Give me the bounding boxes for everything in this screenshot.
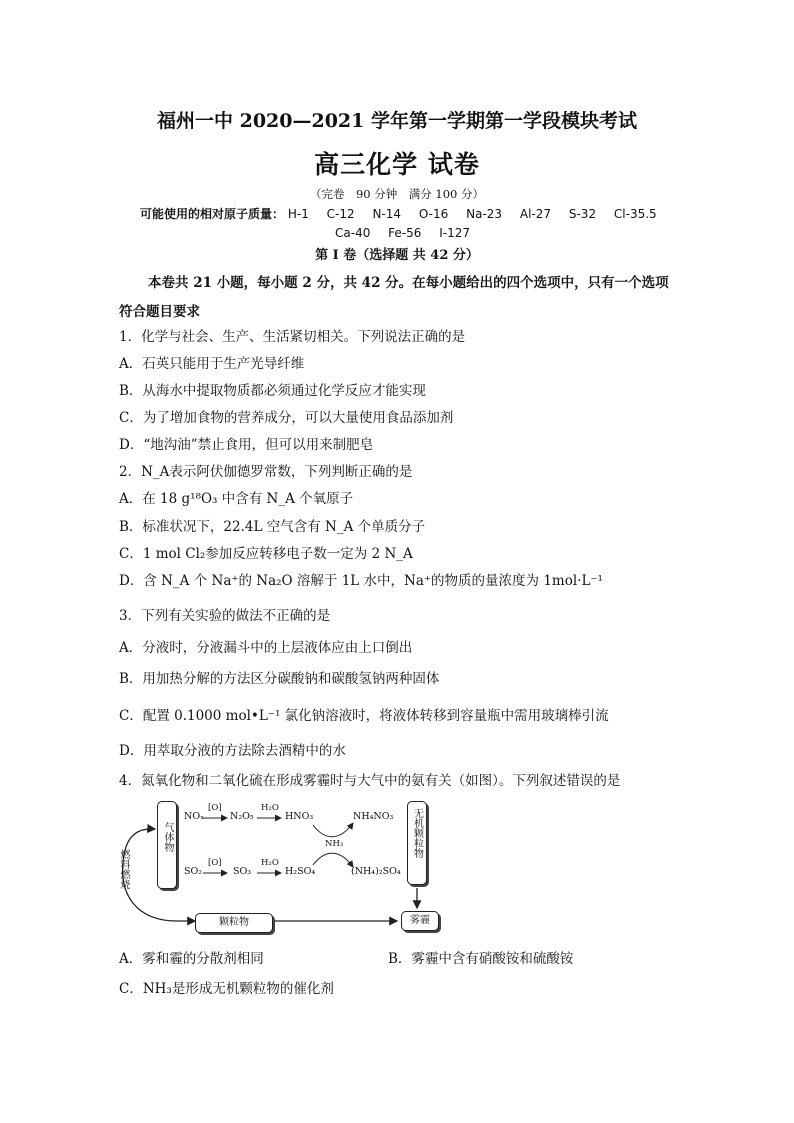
mass-item: Al-27 [519, 207, 552, 221]
q3-option-c: C．配置 0.1000 mol•L⁻¹ 氯化钠溶液时，将液体转移到容量瓶中需用玻璃棒引流 [119, 708, 609, 724]
section-instructions-cont: 符合题目要求 [119, 304, 200, 320]
exam-info: （完卷 90 分钟 满分 100 分） [309, 187, 485, 201]
nh3-label: NH₃ [325, 839, 344, 849]
q2-option-c: C．1 mol Cl₂参加反应转移电子数一定为 2 N_A [119, 546, 413, 562]
q1-option-a: A．石英只能用于生产光导纤维 [119, 356, 305, 372]
mass-item: Cl-35.5 [613, 207, 657, 221]
mass-item: H-1 [287, 207, 309, 221]
q4-stem: 4．氮氧化物和二氧化硫在形成雾霾时与大气中的氨有关（如图）。下列叙述错误的是 [119, 773, 621, 789]
inorganic-particle-box [407, 801, 427, 885]
particle-box-label: 颗粒物 [219, 917, 249, 928]
mass-item: N-14 [372, 207, 402, 221]
mass-item: I-127 [439, 226, 471, 240]
row1-nox: NOₓ [184, 811, 205, 822]
row1-n2o5: N₂O₅ [230, 811, 254, 822]
mass-item: C-12 [326, 207, 355, 221]
mass-item: O-16 [418, 207, 449, 221]
q3-option-b: B．用加热分解的方法区分碳酸钠和碳酸氢钠两种固体 [119, 671, 440, 687]
q3-stem: 3．下列有关实验的做法不正确的是 [119, 608, 331, 624]
row1-arrow-h2o: H₂O [261, 803, 279, 813]
row2-so2: SO₂ [184, 866, 203, 877]
atomic-masses-row2 [335, 226, 484, 240]
q3-option-a: A．分液时，分液漏斗中的上层液体应由上口倒出 [119, 640, 413, 656]
q3-option-d: D．用萃取分液的方法除去酒精中的水 [119, 743, 346, 759]
fuel-combustion-label: 燃料燃烧 [118, 849, 129, 889]
row2-h2so4: H₂SO₄ [285, 866, 316, 877]
row2-so3: SO₃ [233, 866, 252, 877]
atomic-masses-label: 可能使用的相对原子质量： [140, 207, 285, 221]
q4-option-a: A．雾和霾的分散剂相同 [119, 951, 264, 967]
mass-item: Fe-56 [388, 226, 422, 240]
q2-stem: 2．N_A表示阿伏伽德罗常数，下列判断正确的是 [119, 464, 413, 480]
q4-option-b: B．雾霾中含有硝酸铵和硫酸铵 [388, 951, 574, 967]
row1-nh4no3: NH₄NO₃ [353, 811, 394, 822]
row2-arrow-o: [O] [208, 858, 222, 868]
row2-nh42so4: (NH₄)₂SO₄ [351, 866, 401, 877]
q1-option-b: B．从海水中提取物质都必须通过化学反应才能实现 [119, 383, 426, 399]
particle-box [195, 913, 273, 933]
row2-arrow-h2o: H₂O [261, 858, 279, 868]
gas-box-label: 气体物 [162, 822, 173, 852]
row1-arrow-o: [O] [208, 803, 222, 813]
q2-option-b: B．标准状况下，22.4L 空气含有 N_A 个单质分子 [119, 519, 426, 535]
section-title: 第 I 卷（选择题 共 42 分） [315, 248, 479, 263]
haze-box-label: 雾霾 [410, 915, 430, 926]
inorganic-box-label: 无机颗粒物 [411, 808, 423, 858]
q1-stem: 1．化学与社会、生产、生活紧切相关。下列说法正确的是 [119, 329, 466, 345]
mass-item: Ca-40 [335, 226, 371, 240]
atomic-masses-row1 [140, 205, 671, 222]
gas-box [157, 801, 177, 889]
q1-option-d: D．“地沟油”禁止食用，但可以用来制肥皂 [119, 437, 374, 453]
row1-hno3: HNO₃ [285, 811, 314, 822]
mass-item: S-32 [568, 207, 597, 221]
q4-option-c: C．NH₃是形成无机颗粒物的催化剂 [119, 981, 334, 997]
q2-option-d: D．含 N_A 个 Na⁺的 Na₂O 溶解于 1L 水中，Na⁺的物质的量浓度为 1mol·L⁻¹ [119, 573, 603, 589]
q2-option-a: A．在 18 g¹⁸O₃ 中含有 N_A 个氧原子 [119, 491, 354, 507]
q1-option-c: C．为了增加食物的营养成分，可以大量使用食品添加剂 [119, 410, 454, 426]
haze-formation-diagram [115, 793, 445, 941]
haze-box [401, 911, 439, 931]
exam-title: 福州一中 2020—2021 学年第一学期第一学段模块考试 [157, 110, 637, 132]
section-instructions: 本卷共 21 小题，每小题 2 分，共 42 分。在每小题给出的四个选项中，只有一个选项 [148, 275, 669, 291]
mass-item: Na-23 [466, 207, 503, 221]
exam-subject: 高三化学 试卷 [314, 150, 480, 179]
